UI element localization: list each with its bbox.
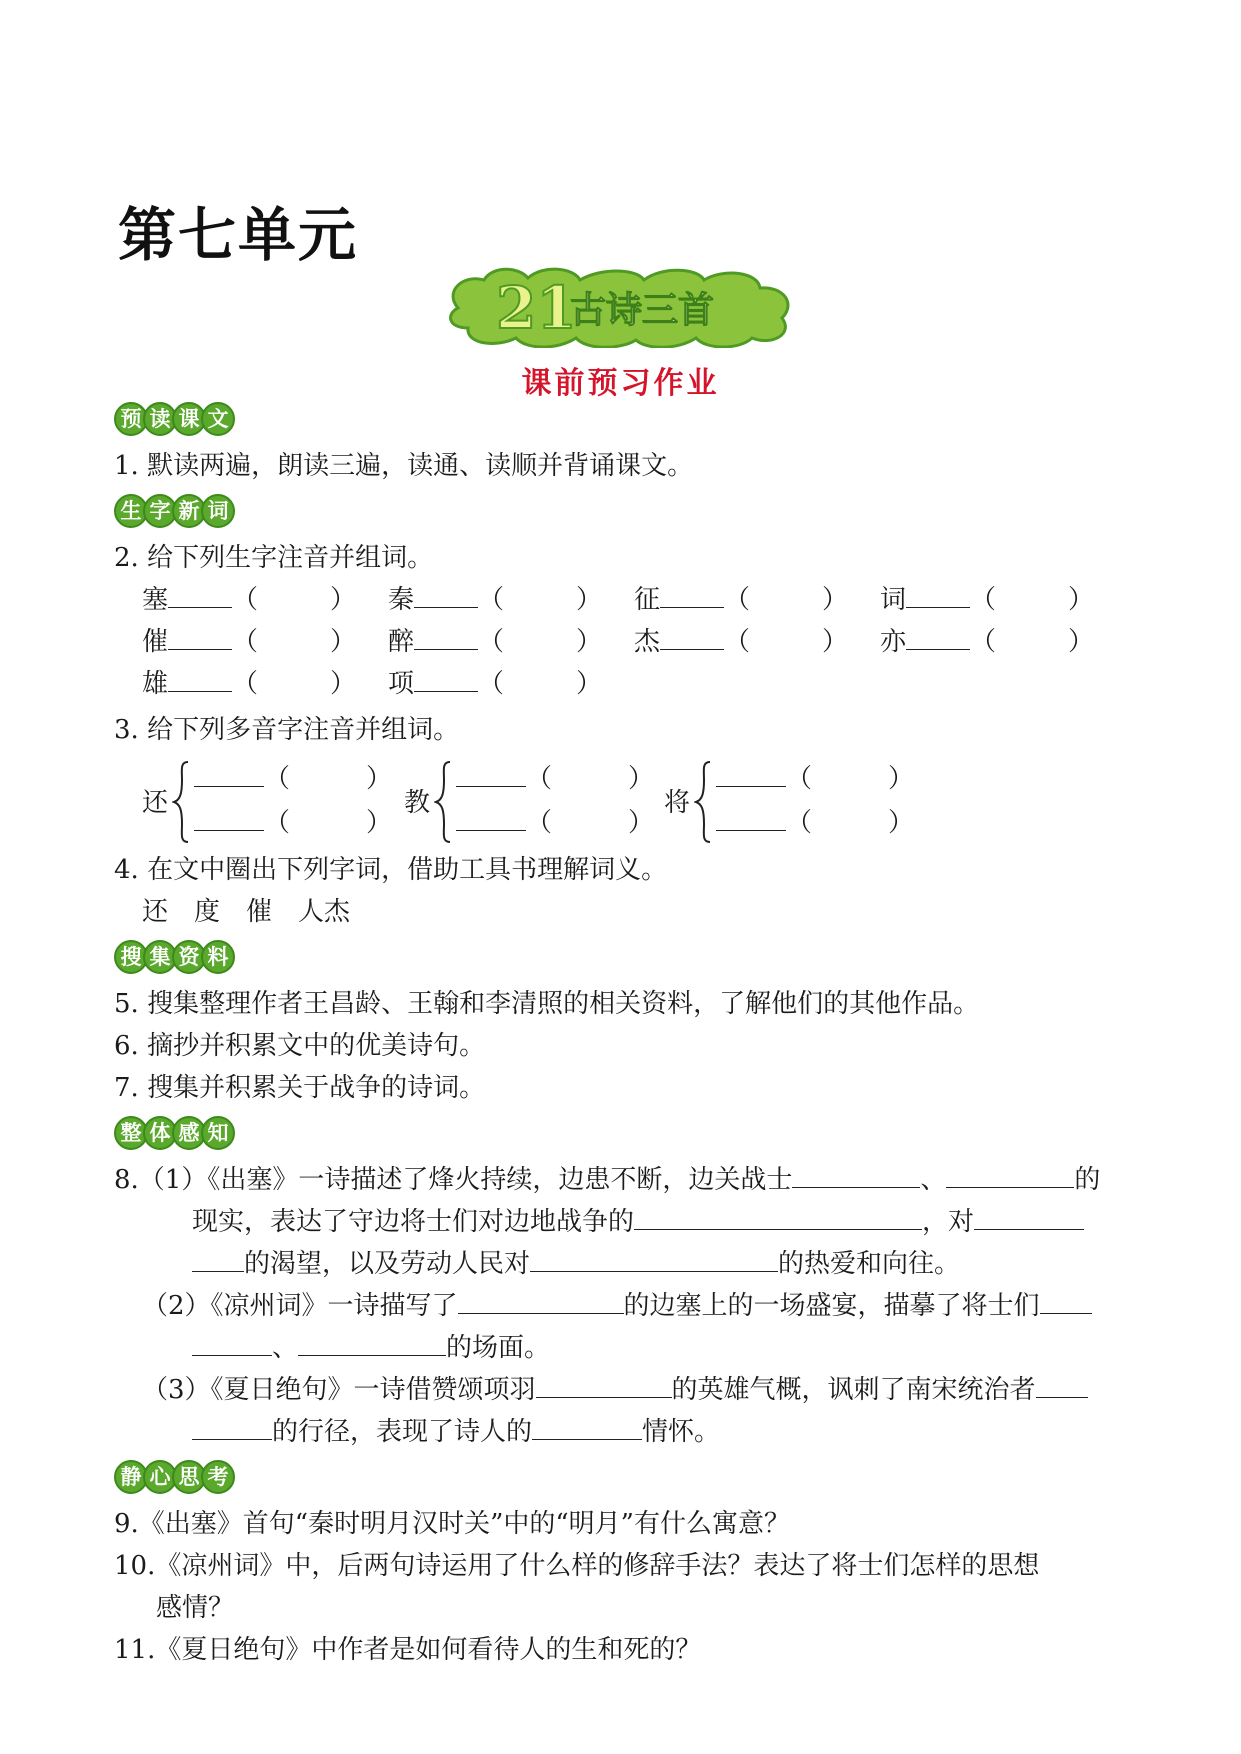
section-label-char: 考 [201,1460,235,1494]
question-8-part-3: （3）《夏日绝句》一诗借赞颂项羽 的英雄气概，讽刺了南宋统治者 [142,1372,1088,1408]
q2-item: 项 （ ） [388,669,603,699]
q3-char: 将 [664,788,691,818]
q2-char: 塞 [142,585,169,615]
q2-item: 催 （ ） [142,627,357,657]
section-label-char: 文 [201,402,235,436]
answer-blank[interactable] [168,585,232,608]
q2-char: 杰 [634,627,661,657]
q3-brace-group: 将 （ ） （ ） [664,758,914,846]
q2-item: 醉 （ ） [388,627,603,657]
q2-item: 征 （ ） [634,585,849,615]
answer-blank[interactable] [530,1249,778,1272]
answer-blank[interactable] [194,808,264,831]
q2-item: 杰 （ ） [634,627,849,657]
answer-blank[interactable] [1036,1375,1088,1398]
question-10-cont: 感情？ [156,1593,235,1623]
answer-blank[interactable] [456,764,526,787]
section-label-char: 词 [201,494,235,528]
q3-brace-group: 还 （ ） （ ） [142,758,392,846]
unit-title: 第七单元 [118,201,359,269]
section-label-preread [114,402,230,436]
section-label-char: 心 [143,1460,177,1494]
answer-blank[interactable] [192,1333,272,1356]
question-8-part-2-cont: 、 的场面。 [192,1330,550,1366]
brace-icon [434,758,454,846]
brace-icon [694,758,714,846]
q2-char: 征 [634,585,661,615]
q2-item: 亦 （ ） [880,627,1095,657]
section-label-char: 预 [114,402,148,436]
question-11: 11.《夏日绝句》中作者是如何看待人的生和死的？ [114,1635,702,1665]
q2-char: 项 [388,669,415,699]
lesson-banner [440,262,800,348]
answer-blank[interactable] [458,1291,624,1314]
banner-cloud-shape [440,262,800,348]
answer-blank[interactable] [194,764,264,787]
answer-blank[interactable] [456,808,526,831]
question-6: 6. 摘抄并积累文中的优美诗句。 [114,1031,486,1061]
answer-blank[interactable] [974,1207,1084,1230]
section-label-char: 字 [143,494,177,528]
section-label-collect [114,940,230,974]
question-8-part-2: （2）《凉州词》一诗描写了 的边塞上的一场盛宴，描摹了将士们 [142,1288,1092,1324]
answer-blank[interactable] [298,1333,446,1356]
section-label-char: 感 [172,1116,206,1150]
answer-blank[interactable] [168,669,232,692]
q2-item: 雄 （ ） [142,669,357,699]
answer-blank[interactable] [634,1207,922,1230]
question-8-line-2: 现实，表达了守边将士们对边地战争的 ，对 [192,1204,1084,1240]
question-9: 9.《出塞》首句“秦时明月汉时关”中的“明月”有什么寓意？ [114,1509,790,1539]
question-8-line-3: 的渴望，以及劳动人民对 的热爱和向往。 [192,1246,960,1282]
section-label-char: 料 [201,940,235,974]
section-label-char: 整 [114,1116,148,1150]
section-label-char: 知 [201,1116,235,1150]
page-subtitle: 课前预习作业 [521,366,720,401]
answer-blank[interactable] [414,585,478,608]
lesson-title: 古诗三首 [570,289,715,331]
question-3-stem: 3. 给下列多音字注音并组词。 [114,715,460,745]
question-2-stem: 2. 给下列生字注音并组词。 [114,543,434,573]
q2-item: 秦 （ ） [388,585,603,615]
q3-char: 还 [142,788,169,818]
question-5: 5. 搜集整理作者王昌龄、王翰和李清照的相关资料，了解他们的其他作品。 [114,989,980,1019]
section-label-char: 静 [114,1460,148,1494]
lesson-number: 21 [496,274,577,342]
section-label-char: 体 [143,1116,177,1150]
answer-blank[interactable] [792,1165,920,1188]
q2-char: 亦 [880,627,907,657]
section-label-char: 读 [143,402,177,436]
answer-blank[interactable] [660,585,724,608]
question-7: 7. 搜集并积累关于战争的诗词。 [114,1073,486,1103]
question-4-words: 还 度 催 人杰 [142,897,351,927]
q2-char: 词 [880,585,907,615]
answer-blank[interactable] [532,1417,642,1440]
section-label-char: 集 [143,940,177,974]
section-label-newwords [114,494,230,528]
answer-blank[interactable] [946,1165,1074,1188]
question-1: 1. 默读两遍，朗读三遍，读通、读顺并背诵课文。 [114,451,694,481]
section-label-char: 新 [172,494,206,528]
q2-char: 雄 [142,669,169,699]
section-label-char: 思 [172,1460,206,1494]
answer-blank[interactable] [536,1375,672,1398]
answer-blank[interactable] [660,627,724,650]
answer-blank[interactable] [716,764,786,787]
answer-blank[interactable] [414,669,478,692]
answer-blank[interactable] [414,627,478,650]
answer-blank[interactable] [906,627,970,650]
q3-brace-group: 教 （ ） （ ） [404,758,654,846]
q2-char: 催 [142,627,169,657]
q2-item: 塞 （ ） [142,585,357,615]
answer-blank[interactable] [168,627,232,650]
question-8-line-1: 8.（1）《出塞》一诗描述了烽火持续，边患不断，边关战士 、 的 [114,1165,1101,1195]
question-8-part-3-cont: 的行径，表现了诗人的 情怀。 [192,1414,720,1450]
brace-icon [172,758,192,846]
section-label-char: 生 [114,494,148,528]
question-10: 10.《凉州词》中，后两句诗运用了什么样的修辞手法？表达了将士们怎样的思想 [114,1551,1040,1581]
section-label-overall [114,1116,230,1150]
q2-char: 秦 [388,585,415,615]
answer-blank[interactable] [192,1417,272,1440]
q2-char: 醉 [388,627,415,657]
answer-blank[interactable] [906,585,970,608]
answer-blank[interactable] [192,1249,244,1272]
answer-blank[interactable] [1040,1291,1092,1314]
section-label-char: 搜 [114,940,148,974]
section-label-char: 课 [172,402,206,436]
section-label-think [114,1460,230,1494]
section-label-char: 资 [172,940,206,974]
answer-blank[interactable] [716,808,786,831]
q3-char: 教 [404,788,431,818]
question-4-stem: 4. 在文中圈出下列字词，借助工具书理解词义。 [114,855,668,885]
q2-item: 词 （ ） [880,585,1095,615]
